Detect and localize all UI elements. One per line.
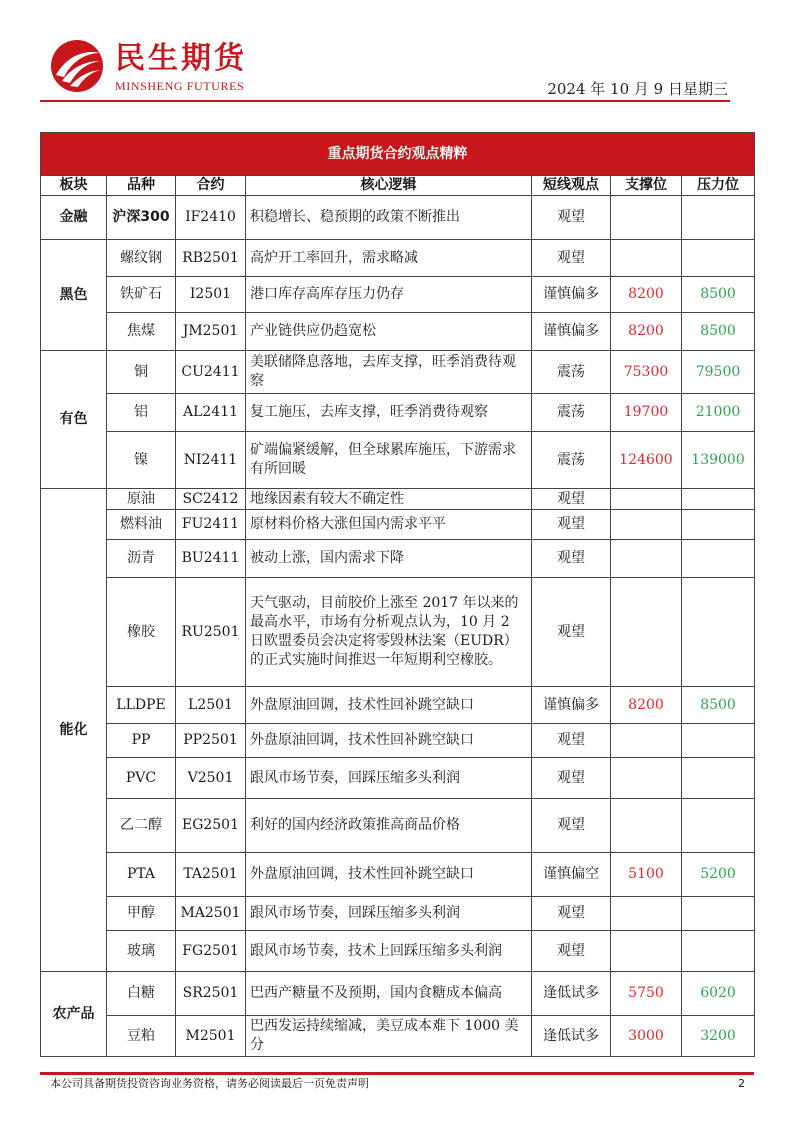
- logic-cell: 产业链供应仍趋宽松: [246, 313, 532, 351]
- contract-cell: AL2411: [176, 394, 246, 432]
- minsheng-logo-icon: [50, 39, 104, 93]
- resistance-cell: [682, 510, 755, 540]
- support-cell: [611, 897, 682, 931]
- contract-cell: I2501: [176, 277, 246, 313]
- support-cell: [611, 724, 682, 758]
- support-cell: 5100: [611, 853, 682, 897]
- resistance-cell: [682, 240, 755, 277]
- table-row: [41, 313, 755, 351]
- table-row: [41, 432, 755, 489]
- contract-cell: JM2501: [176, 313, 246, 351]
- resistance-cell: [682, 578, 755, 687]
- variety-cell: LLDPE: [107, 687, 176, 724]
- table-row: [41, 853, 755, 897]
- header-divider: [40, 100, 730, 102]
- contract-cell: FG2501: [176, 931, 246, 972]
- variety-cell: 玻璃: [107, 931, 176, 972]
- variety-cell: PP: [107, 724, 176, 758]
- column-header-logic: 核心逻辑: [246, 176, 532, 196]
- resistance-cell: 3200: [682, 1016, 755, 1057]
- view-cell: 观望: [532, 578, 611, 687]
- view-cell: 谨慎偏空: [532, 853, 611, 897]
- sector-cell: 黑色: [41, 240, 107, 351]
- logic-cell: 利好的国内经济政策推高商品价格: [246, 799, 532, 853]
- column-header-support: 支撑位: [611, 176, 682, 196]
- variety-cell: 铁矿石: [107, 277, 176, 313]
- resistance-cell: 6020: [682, 972, 755, 1016]
- support-cell: [611, 799, 682, 853]
- sector-cell: 有色: [41, 351, 107, 489]
- table-row: [41, 799, 755, 853]
- variety-cell: 橡胶: [107, 578, 176, 687]
- table-row: [41, 489, 755, 510]
- table-title: 重点期货合约观点精粹: [41, 133, 755, 176]
- table-row: [41, 897, 755, 931]
- support-cell: 8200: [611, 313, 682, 351]
- view-cell: 观望: [532, 758, 611, 799]
- resistance-cell: [682, 931, 755, 972]
- support-cell: [611, 578, 682, 687]
- support-cell: 3000: [611, 1016, 682, 1057]
- resistance-cell: [682, 489, 755, 510]
- logic-cell: 美联储降息落地，去库支撑，旺季消费待观察: [246, 351, 532, 394]
- table-row: [41, 394, 755, 432]
- variety-cell: 铜: [107, 351, 176, 394]
- table-row: [41, 351, 755, 394]
- support-cell: 75300: [611, 351, 682, 394]
- table-row: [41, 240, 755, 277]
- support-cell: [611, 489, 682, 510]
- view-cell: 震荡: [532, 351, 611, 394]
- view-cell: 观望: [532, 196, 611, 240]
- contract-cell: PP2501: [176, 724, 246, 758]
- table-row: [41, 196, 755, 240]
- logic-cell: 原材料价格大涨但国内需求平平: [246, 510, 532, 540]
- logic-cell: 地缘因素有较大不确定性: [246, 489, 532, 510]
- resistance-cell: 8500: [682, 313, 755, 351]
- contract-cell: M2501: [176, 1016, 246, 1057]
- resistance-cell: [682, 758, 755, 799]
- variety-cell: PVC: [107, 758, 176, 799]
- view-cell: 观望: [532, 510, 611, 540]
- table-row: [41, 1016, 755, 1057]
- support-cell: [611, 196, 682, 240]
- resistance-cell: 5200: [682, 853, 755, 897]
- variety-cell: 镍: [107, 432, 176, 489]
- logic-cell: 巴西发运持续缩减，美豆成本难下 1000 美分: [246, 1016, 532, 1057]
- logic-cell: 高炉开工率回升，需求略减: [246, 240, 532, 277]
- column-header-sector: 板块: [41, 176, 107, 196]
- logic-cell: 跟风市场节奏，技术上回踩压缩多头利润: [246, 931, 532, 972]
- support-cell: 8200: [611, 277, 682, 313]
- view-cell: 观望: [532, 540, 611, 578]
- support-cell: [611, 540, 682, 578]
- column-header-resistance: 压力位: [682, 176, 755, 196]
- view-cell: 谨慎偏多: [532, 277, 611, 313]
- support-cell: 5750: [611, 972, 682, 1016]
- resistance-cell: 8500: [682, 687, 755, 724]
- logic-cell: 巴西产糖量不及预期，国内食糖成本偏高: [246, 972, 532, 1016]
- view-cell: 观望: [532, 240, 611, 277]
- page-number: 2: [738, 1077, 745, 1090]
- support-cell: [611, 931, 682, 972]
- table-row: [41, 758, 755, 799]
- table-row: [41, 724, 755, 758]
- logic-cell: 跟风市场节奏，回踩压缩多头利润: [246, 897, 532, 931]
- resistance-cell: [682, 540, 755, 578]
- view-cell: 观望: [532, 897, 611, 931]
- table-row: [41, 277, 755, 313]
- resistance-cell: [682, 724, 755, 758]
- view-cell: 观望: [532, 489, 611, 510]
- column-header-contract: 合约: [176, 176, 246, 196]
- logic-cell: 外盘原油回调，技术性回补跳空缺口: [246, 853, 532, 897]
- logic-cell: 矿端偏紧缓解，但全球累库施压，下游需求有所回暖: [246, 432, 532, 489]
- logic-cell: 外盘原油回调，技术性回补跳空缺口: [246, 687, 532, 724]
- variety-cell: 原油: [107, 489, 176, 510]
- report-date: 2024 年 10 月 9 日星期三: [547, 80, 728, 98]
- logic-cell: 被动上涨，国内需求下降: [246, 540, 532, 578]
- logic-cell: 积稳增长、稳预期的政策不断推出: [246, 196, 532, 240]
- logic-cell: 天气驱动，目前胶价上涨至 2017 年以来的最高水平，市场有分析观点认为，10 月 2 日欧盟委员会决定将零毁林法案（EUDR）的正式实施时间推迟一年短期利空橡胶。: [246, 578, 532, 687]
- variety-cell: 沥青: [107, 540, 176, 578]
- support-cell: 8200: [611, 687, 682, 724]
- contract-cell: IF2410: [176, 196, 246, 240]
- view-cell: 逢低试多: [532, 972, 611, 1016]
- variety-cell: 甲醇: [107, 897, 176, 931]
- variety-cell: 螺纹钢: [107, 240, 176, 277]
- support-cell: [611, 510, 682, 540]
- variety-cell: 铝: [107, 394, 176, 432]
- logic-cell: 跟风市场节奏，回踩压缩多头利润: [246, 758, 532, 799]
- support-cell: [611, 240, 682, 277]
- variety-cell: 乙二醇: [107, 799, 176, 853]
- view-cell: 谨慎偏多: [532, 313, 611, 351]
- view-cell: 谨慎偏多: [532, 687, 611, 724]
- view-cell: 观望: [532, 724, 611, 758]
- resistance-cell: [682, 897, 755, 931]
- resistance-cell: 139000: [682, 432, 755, 489]
- table-row: [41, 972, 755, 1016]
- support-cell: [611, 758, 682, 799]
- contract-cell: NI2411: [176, 432, 246, 489]
- view-cell: 逢低试多: [532, 1016, 611, 1057]
- contract-cell: SC2412: [176, 489, 246, 510]
- contract-cell: CU2411: [176, 351, 246, 394]
- contract-cell: BU2411: [176, 540, 246, 578]
- table-row: [41, 931, 755, 972]
- resistance-cell: 8500: [682, 277, 755, 313]
- contract-cell: L2501: [176, 687, 246, 724]
- variety-cell: PTA: [107, 853, 176, 897]
- contract-cell: RU2501: [176, 578, 246, 687]
- view-cell: 观望: [532, 931, 611, 972]
- table-row: [41, 578, 755, 687]
- footer-disclaimer: 本公司具备期货投资咨询业务资格，请务必阅读最后一页免责声明: [50, 1077, 369, 1090]
- logic-cell: 外盘原油回调，技术性回补跳空缺口: [246, 724, 532, 758]
- footer-divider: [40, 1072, 754, 1075]
- column-header-variety: 品种: [107, 176, 176, 196]
- table-row: [41, 510, 755, 540]
- variety-cell: 焦煤: [107, 313, 176, 351]
- contract-cell: EG2501: [176, 799, 246, 853]
- variety-cell: 燃料油: [107, 510, 176, 540]
- contract-cell: RB2501: [176, 240, 246, 277]
- contract-cell: FU2411: [176, 510, 246, 540]
- resistance-cell: 79500: [682, 351, 755, 394]
- contract-cell: MA2501: [176, 897, 246, 931]
- brand-name-cn: 民生期货: [115, 41, 247, 76]
- column-header-view: 短线观点: [532, 176, 611, 196]
- variety-cell: 沪深300: [107, 196, 176, 240]
- brand-name-en: MINSHENG FUTURES: [115, 79, 245, 93]
- resistance-cell: [682, 799, 755, 853]
- support-cell: 19700: [611, 394, 682, 432]
- table-row: [41, 687, 755, 724]
- futures-views-table: [40, 132, 755, 1057]
- contract-cell: TA2501: [176, 853, 246, 897]
- table-header-row: [41, 176, 755, 196]
- view-cell: 震荡: [532, 432, 611, 489]
- view-cell: 观望: [532, 799, 611, 853]
- variety-cell: 白糖: [107, 972, 176, 1016]
- sector-cell: 农产品: [41, 972, 107, 1057]
- table-row: [41, 540, 755, 578]
- logic-cell: 复工施压，去库支撑，旺季消费待观察: [246, 394, 532, 432]
- view-cell: 震荡: [532, 394, 611, 432]
- contract-cell: SR2501: [176, 972, 246, 1016]
- variety-cell: 豆粕: [107, 1016, 176, 1057]
- resistance-cell: [682, 196, 755, 240]
- sector-cell: 能化: [41, 489, 107, 972]
- contract-cell: V2501: [176, 758, 246, 799]
- sector-cell: 金融: [41, 196, 107, 240]
- support-cell: 124600: [611, 432, 682, 489]
- logic-cell: 港口库存高库存压力仍存: [246, 277, 532, 313]
- resistance-cell: 21000: [682, 394, 755, 432]
- page-header: [40, 36, 754, 102]
